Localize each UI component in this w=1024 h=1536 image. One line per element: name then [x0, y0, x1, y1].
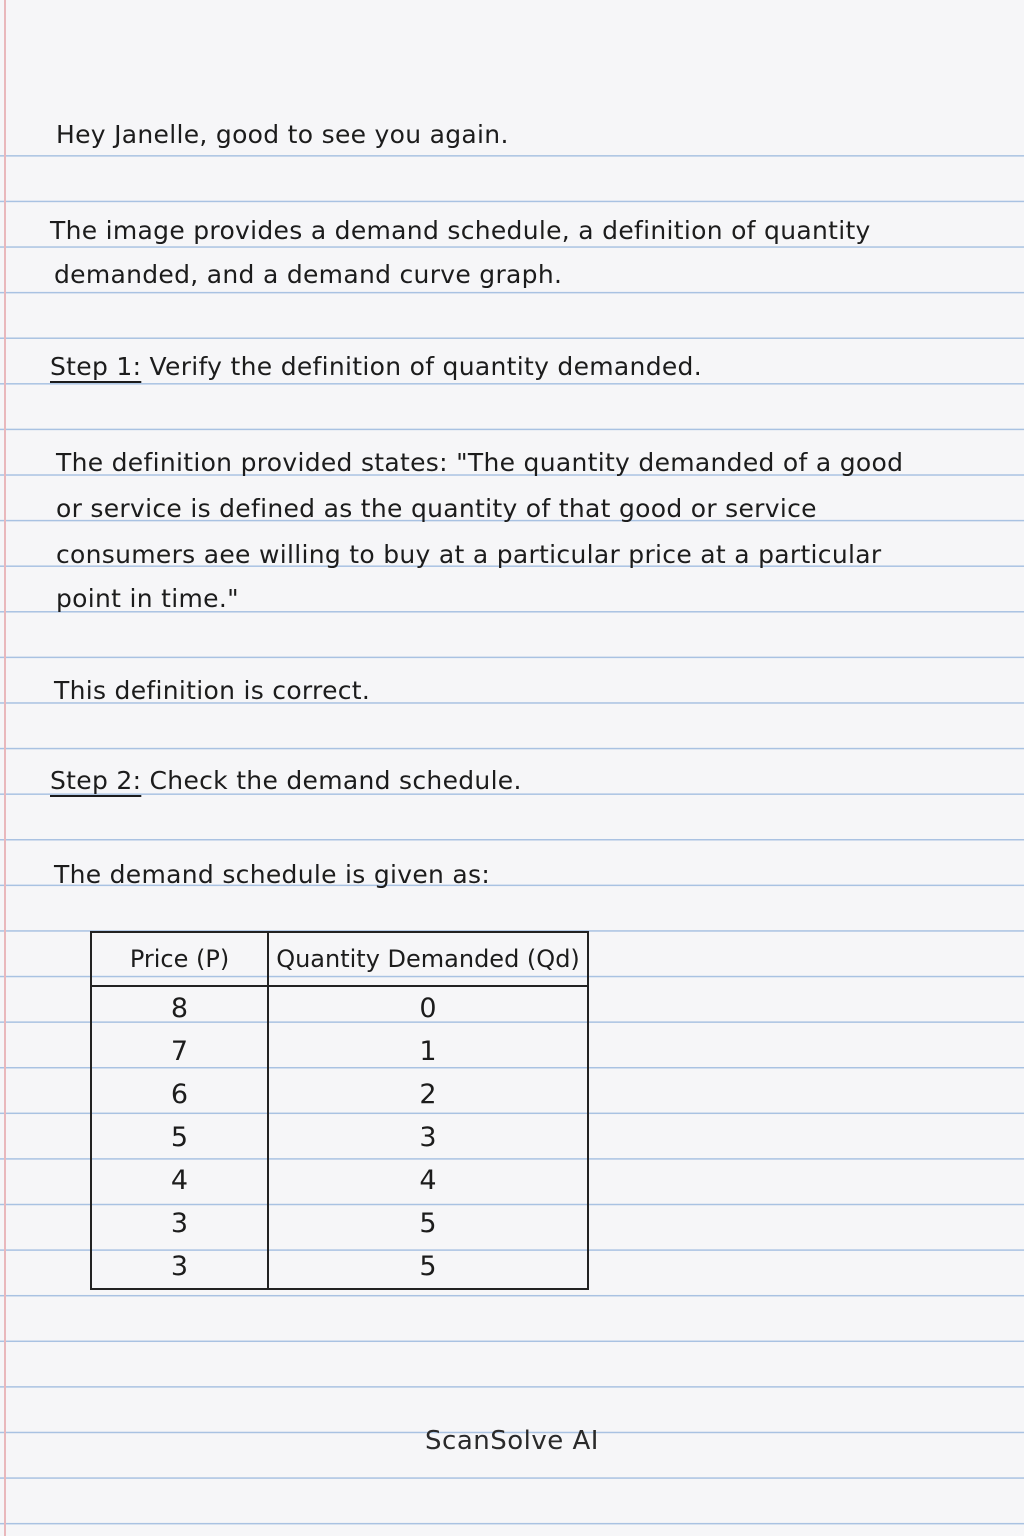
definition-line-1: The definition provided states: "The quantity demanded of a good — [56, 448, 904, 477]
step-2-label: Step 2: — [50, 766, 142, 795]
footer-brand: ScanSolve AI — [425, 1426, 599, 1456]
greeting: Hey Janelle, good to see you again. — [56, 120, 509, 149]
table-row — [91, 1245, 588, 1289]
demand-schedule-table — [90, 931, 589, 1290]
step-2-title: Check the demand schedule. — [149, 766, 522, 795]
margin-line — [4, 0, 6, 1536]
step-2-heading — [50, 766, 522, 795]
price-cell: 3 — [91, 1202, 268, 1245]
price-cell: 3 — [91, 1245, 268, 1289]
price-cell: 7 — [91, 1030, 268, 1073]
table-row — [91, 1159, 588, 1202]
definition-line-4: point in time." — [56, 584, 239, 613]
step-1-heading — [50, 352, 702, 381]
price-cell: 4 — [91, 1159, 268, 1202]
price-cell: 5 — [91, 1116, 268, 1159]
quantity-column-header: Quantity Demanded (Qd) — [268, 932, 588, 986]
definition-line-2: or service is defined as the quantity of that good or service — [56, 494, 817, 523]
price-column-header: Price (P) — [91, 932, 268, 986]
schedule-intro: The demand schedule is given as: — [54, 860, 491, 889]
table-row — [91, 1202, 588, 1245]
step-1-title: Verify the definition of quantity demanded. — [149, 352, 702, 381]
definition-line-3: consumers aee willing to buy at a particular price at a particular — [56, 540, 882, 569]
quantity-cell: 3 — [268, 1116, 588, 1159]
step-1-label: Step 1: — [50, 352, 142, 381]
intro-line-2: demanded, and a demand curve graph. — [54, 260, 563, 289]
quantity-cell: 2 — [268, 1073, 588, 1116]
table-row — [91, 1030, 588, 1073]
quantity-cell: 1 — [268, 1030, 588, 1073]
price-cell: 8 — [91, 986, 268, 1030]
price-cell: 6 — [91, 1073, 268, 1116]
quantity-cell: 5 — [268, 1245, 588, 1289]
quantity-cell: 5 — [268, 1202, 588, 1245]
table-row — [91, 1073, 588, 1116]
table-header-row — [91, 932, 588, 986]
quantity-cell: 0 — [268, 986, 588, 1030]
verdict: This definition is correct. — [54, 676, 371, 705]
table-row — [91, 1116, 588, 1159]
quantity-cell: 4 — [268, 1159, 588, 1202]
intro-line-1: The image provides a demand schedule, a definition of quantity — [50, 216, 871, 245]
table-row — [91, 986, 588, 1030]
